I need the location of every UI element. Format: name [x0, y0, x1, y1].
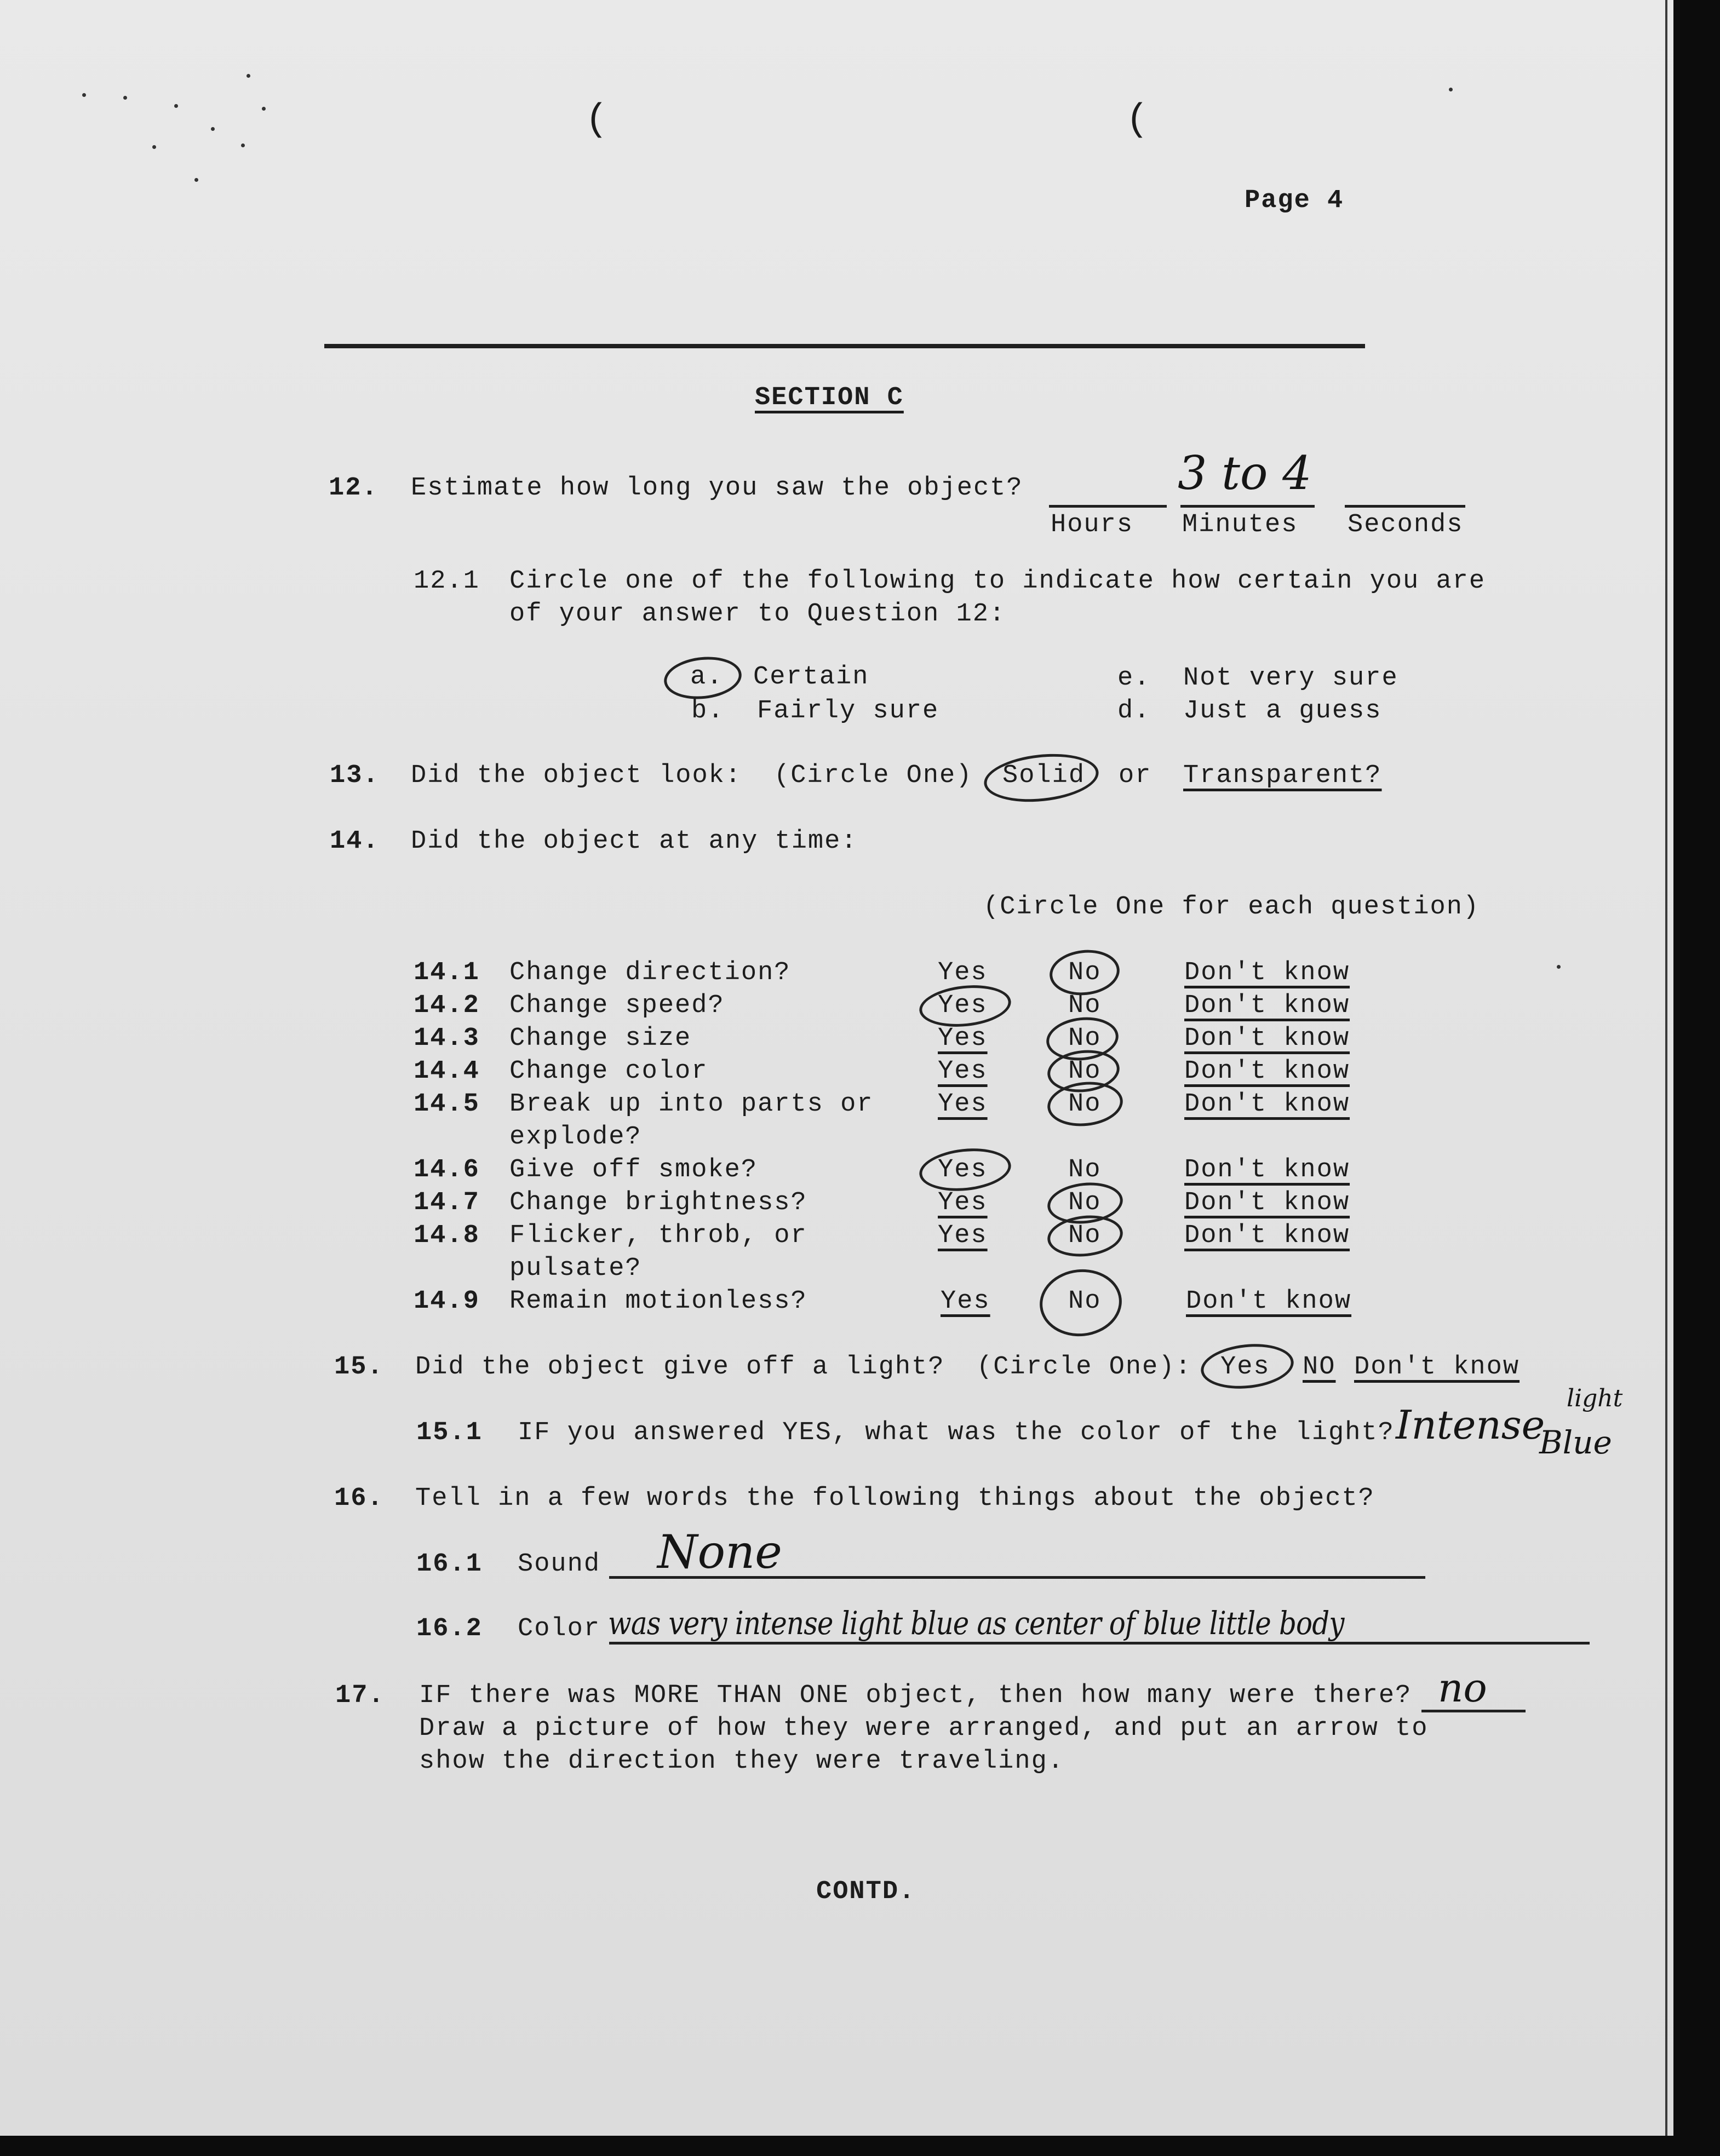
- no-option[interactable]: No: [1068, 1287, 1102, 1316]
- q17-answer-handwritten[interactable]: no: [1438, 1665, 1487, 1711]
- scan-speck: [246, 74, 250, 78]
- q15-yes-option[interactable]: Yes: [1220, 1353, 1270, 1382]
- no-option[interactable]: No: [1068, 1188, 1102, 1217]
- yes-option[interactable]: Yes: [941, 1287, 990, 1316]
- q15-number: 15.: [334, 1353, 384, 1382]
- q15-text: Did the object give off a light?: [415, 1353, 945, 1382]
- q14-item-number: 14.2: [414, 991, 480, 1020]
- option-e-key[interactable]: e.: [1117, 664, 1151, 693]
- q17-line2: Draw a picture of how they were arranged, and put an arrow to: [419, 1714, 1429, 1743]
- seconds-line: [1345, 505, 1465, 508]
- q14-item-label: Flicker, throb, or: [509, 1221, 807, 1250]
- q14-item-number: 14.1: [414, 958, 480, 987]
- q16-1-answer-handwritten[interactable]: None: [657, 1525, 782, 1579]
- no-option[interactable]: No: [1068, 1024, 1102, 1053]
- hours-label: Hours: [1051, 510, 1134, 539]
- q15-instruction: (Circle One):: [977, 1353, 1192, 1382]
- q16-1-label: Sound: [518, 1550, 601, 1579]
- contd-label: CONTD.: [816, 1877, 916, 1906]
- q16-2-answer-handwritten[interactable]: was very intense light blue as center of blue little body: [608, 1605, 1344, 1642]
- q14-item-label: Change direction?: [509, 958, 791, 987]
- yes-option[interactable]: Yes: [938, 1221, 988, 1250]
- q14-item-number: 14.4: [414, 1057, 480, 1086]
- dont-know-option[interactable]: Don't know: [1184, 1188, 1350, 1217]
- scan-speck: [211, 127, 215, 131]
- q13-joiner: or: [1119, 761, 1152, 790]
- scan-speck: [241, 143, 245, 147]
- q15-1-answer-handwritten[interactable]: Intense: [1396, 1402, 1545, 1448]
- yes-option[interactable]: Yes: [938, 1155, 988, 1185]
- no-option[interactable]: No: [1068, 1090, 1102, 1119]
- minutes-label: Minutes: [1182, 510, 1298, 539]
- seconds-label: Seconds: [1348, 510, 1464, 539]
- scan-border-bottom: [0, 2136, 1720, 2156]
- q14-item-label: Remain motionless?: [509, 1287, 807, 1316]
- q14-item-number: 14.5: [414, 1090, 480, 1119]
- scan-speck: [262, 107, 266, 111]
- q16-2-number: 16.2: [416, 1614, 483, 1643]
- q14-item-number: 14.7: [414, 1188, 480, 1217]
- q12-text: Estimate how long you saw the object?: [411, 474, 1023, 503]
- scan-speck: [1449, 88, 1453, 91]
- dont-know-option[interactable]: Don't know: [1184, 958, 1350, 987]
- dont-know-option[interactable]: Don't know: [1184, 1155, 1350, 1185]
- page-edge-line: [1665, 0, 1667, 2136]
- scan-speck: [1557, 965, 1561, 969]
- top-mark-left: (: [585, 99, 610, 142]
- yes-option[interactable]: Yes: [938, 1024, 988, 1053]
- option-b-key[interactable]: b.: [691, 697, 725, 726]
- q14-item-label: Break up into parts or: [509, 1090, 874, 1119]
- scan-speck: [194, 178, 198, 182]
- q14-item-number: 14.8: [414, 1221, 480, 1250]
- q15-1-text: IF you answered YES, what was the color of the light?: [518, 1418, 1395, 1447]
- no-option[interactable]: No: [1068, 1155, 1102, 1185]
- q14-item-label: Change color: [509, 1057, 708, 1086]
- q12-1-text-line1: Circle one of the following to indicate how certain you are: [509, 567, 1486, 596]
- dont-know-option[interactable]: Don't know: [1184, 1090, 1350, 1119]
- dont-know-option[interactable]: Don't know: [1186, 1287, 1352, 1316]
- yes-option[interactable]: Yes: [938, 1090, 988, 1119]
- option-e-label: Not very sure: [1183, 664, 1398, 693]
- option-b-label: Fairly sure: [757, 697, 939, 726]
- dont-know-option[interactable]: Don't know: [1184, 1057, 1350, 1086]
- q14-item-number: 14.3: [414, 1024, 480, 1053]
- q14-text: Did the object at any time:: [411, 827, 858, 856]
- q14-item-label-cont: pulsate?: [509, 1254, 642, 1283]
- q13-number: 13.: [330, 761, 380, 790]
- q14-item-label: Change brightness?: [509, 1188, 807, 1217]
- no-option[interactable]: No: [1068, 958, 1102, 987]
- q17-number: 17.: [335, 1681, 385, 1710]
- q16-1-number: 16.1: [416, 1550, 483, 1579]
- q17-line1: IF there was MORE THAN ONE object, then how many were there?: [419, 1681, 1412, 1710]
- q14-item-number: 14.6: [414, 1155, 480, 1185]
- q12-1-number: 12.1: [414, 567, 480, 596]
- scan-speck: [123, 96, 127, 100]
- q15-1-number: 15.1: [416, 1418, 483, 1447]
- q13-option-transparent[interactable]: Transparent?: [1183, 761, 1382, 790]
- q14-item-label: Give off smoke?: [509, 1155, 758, 1185]
- q12-number: 12.: [329, 474, 379, 503]
- minutes-line: [1180, 505, 1315, 508]
- q15-1-answer-handwritten-2[interactable]: Blue: [1539, 1424, 1612, 1461]
- q16-text: Tell in a few words the following things about the object?: [415, 1484, 1375, 1513]
- yes-option[interactable]: Yes: [938, 991, 988, 1020]
- color-line: [609, 1642, 1590, 1645]
- q14-item-label-cont: explode?: [509, 1123, 642, 1152]
- q14-number: 14.: [330, 827, 380, 856]
- page-label: Page 4: [1245, 186, 1344, 215]
- yes-option[interactable]: Yes: [938, 1057, 988, 1086]
- q12-1-text-line2: of your answer to Question 12:: [509, 600, 1006, 629]
- dont-know-option[interactable]: Don't know: [1184, 1221, 1350, 1250]
- q16-number: 16.: [334, 1484, 384, 1513]
- scan-speck: [82, 93, 86, 97]
- yes-option[interactable]: Yes: [938, 1188, 988, 1217]
- option-d-key[interactable]: d.: [1117, 697, 1151, 726]
- top-mark-right: (: [1126, 99, 1150, 142]
- no-option[interactable]: No: [1068, 1221, 1102, 1250]
- scan-border-right: [1673, 0, 1720, 2156]
- q16-2-label: Color: [518, 1614, 601, 1643]
- q14-item-label: Change size: [509, 1024, 692, 1053]
- no-option[interactable]: No: [1068, 991, 1102, 1020]
- q13-text: Did the object look:: [411, 761, 742, 790]
- no-option[interactable]: No: [1068, 1057, 1102, 1086]
- q14-item-number: 14.9: [414, 1287, 480, 1316]
- section-title: SECTION C: [755, 383, 904, 412]
- option-a-label: Certain: [753, 663, 869, 692]
- q12-answer-handwritten[interactable]: 3 to 4: [1178, 446, 1312, 500]
- dont-know-option[interactable]: Don't know: [1184, 991, 1350, 1020]
- q15-1-answer-note: light: [1567, 1384, 1623, 1412]
- dont-know-option[interactable]: Don't know: [1184, 1024, 1350, 1053]
- scan-speck: [174, 104, 178, 108]
- q15-dont-know-option[interactable]: Don't know: [1354, 1353, 1520, 1382]
- hours-line: [1049, 505, 1167, 508]
- option-d-label: Just a guess: [1183, 697, 1382, 726]
- section-divider: [324, 344, 1365, 348]
- option-a-key[interactable]: a.: [690, 663, 724, 692]
- q13-instruction: (Circle One): [774, 761, 973, 790]
- q14-item-label: Change speed?: [509, 991, 725, 1020]
- q13-option-solid[interactable]: Solid: [1002, 761, 1086, 790]
- q14-instruction: (Circle One for each question): [983, 893, 1480, 922]
- yes-option[interactable]: Yes: [938, 958, 988, 987]
- scan-speck: [152, 145, 156, 149]
- q15-no-option[interactable]: NO: [1303, 1353, 1336, 1382]
- q17-line3: show the direction they were traveling.: [419, 1747, 1064, 1776]
